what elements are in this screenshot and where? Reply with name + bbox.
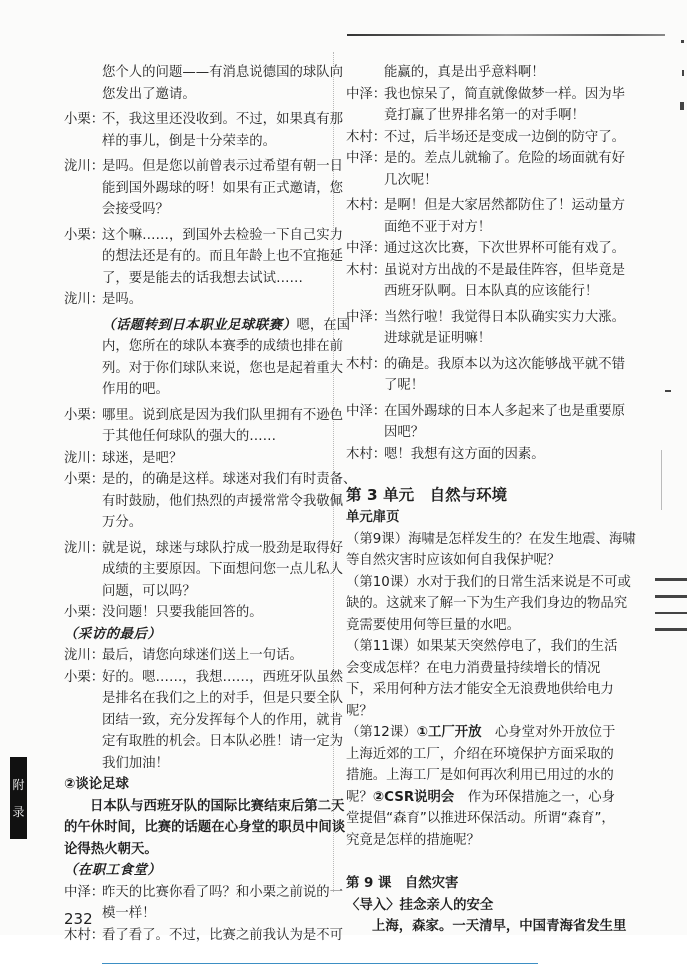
narration-line: 的午休时间，比赛的话题在心身堂的职员中间谈: [64, 820, 346, 835]
dialogue-line: 有时鼓励，他们热烈的声援常常令我敬佩: [102, 493, 344, 509]
dialogue-line: 内，您所在的球队本赛季的成绩也排在前: [102, 339, 344, 354]
bottom-blue-rule: [102, 963, 538, 964]
unit-line: 上海近郊的工厂，介绍在环境保护方面采取的: [346, 746, 614, 762]
dialogue-line: 能赢的，真是出乎意料啊！: [384, 65, 545, 80]
dialogue-line: 木村： 的确是。我原本以为这次能够战平就不错: [346, 354, 608, 376]
speaker-name: 中泽：: [64, 884, 105, 900]
unit-line: 等自然灾害时应该如何自我保护呢？: [346, 553, 561, 568]
dialogue-line: 中泽： 在国外踢球的日本人多起来了也是重要原: [346, 401, 608, 423]
unit-line: 堂提倡“森育”以推进环保活动。所谓“森育”，: [346, 811, 615, 826]
speaker-name: 泷川：: [64, 292, 105, 307]
unit-line: 措施。上海工厂是如何再次利用已用过的水的: [346, 768, 614, 783]
speaker-name: 木村：: [346, 262, 387, 278]
stage-direction: （话题转到日本职业足球联赛）: [102, 317, 297, 333]
dialogue-line: 样的事儿，倒是十分荣幸的。: [102, 133, 277, 149]
unit-line: （第9课）海啸是怎样发生的？在发生地震、海啸: [346, 531, 636, 547]
dialogue-line: 您个人的问题——有消息说德国的球队向: [102, 65, 344, 80]
dialogue-line: 木村： 不过，后半场还是变成一边倒的防守了。: [346, 127, 608, 149]
dialogue-line: 了呢！: [384, 378, 425, 393]
stage-direction: （采访的最后）: [64, 626, 162, 642]
dialogue-line: 中泽： 当然行啦！我觉得日本队确实实力大涨。: [346, 307, 608, 329]
dialogue-line: 成绩的主要原因。下面想问您一点儿私人: [102, 562, 344, 577]
lesson12-line: 呢？ ②CSR说明会 作为环保措施之一，心身: [346, 787, 608, 809]
lesson12-topic-2: ②CSR说明会: [372, 789, 455, 805]
speaker-name: 木村：: [346, 198, 387, 213]
dialogue-line: 中泽： 通过这次比赛，下次世界杯可能有戏了。: [346, 238, 608, 260]
intro-line: 上海，森家。一天清早，中国青海省发生里: [372, 919, 627, 934]
dialogue-line: 因吧？: [384, 425, 425, 440]
speaker-name: 小栗：: [64, 605, 105, 620]
dialogue-line: 泷川： 是吗。: [64, 289, 326, 311]
unit-line: （第11课）如果某天突然停电了，我们的生活: [346, 639, 618, 654]
lesson12-topic-1: ①工厂开放: [416, 725, 482, 740]
unit-line: 竟需要使用何等巨量的水吧。: [346, 617, 521, 633]
dialogue-line: 团结一致，充分发挥每个人的作用，就肯: [102, 712, 344, 728]
speaker-name: 中泽：: [346, 403, 387, 419]
dialogue-line: 是排名在我们之上的对手，但是只要全队: [102, 691, 344, 706]
unit-line: 呢？: [346, 703, 373, 719]
dialogue-line: 小栗： 哪里。说到底是因为我们队里拥有不逊色: [64, 405, 326, 427]
speaker-name: 小栗：: [64, 112, 105, 127]
dialogue-line: 定有取胜的机会。日本队必胜！请一定为: [102, 734, 344, 749]
appendix-side-tab: [10, 757, 27, 839]
speaker-name: 小栗：: [64, 227, 105, 243]
dialogue-line: 列。对于你们球队来说，您也是起着重大: [102, 360, 344, 376]
dialogue-line: 作用的吧。: [102, 382, 169, 397]
dialogue-line: 我们加油！: [102, 755, 169, 771]
dialogue-line: 泷川： 球迷，是吧？: [64, 448, 326, 470]
speaker-name: 中泽：: [346, 151, 387, 166]
dialogue-line: 会接受吗？: [102, 202, 169, 217]
speaker-name: 木村：: [64, 927, 105, 943]
intro-title: 〈导入〉挂念亲人的安全: [346, 897, 494, 913]
dialogue-line: 木村： 看了看了。不过，比赛之前我认为是不可: [64, 925, 326, 947]
dialogue-line: 小栗： 这个嘛……，到国外去检验一下自己实力: [64, 225, 326, 247]
dialogue-line: 能到国外踢球的呀！如果有正式邀请，您: [102, 180, 344, 196]
dialogue-line: 小栗： 好的。嗯……，我想……，西班牙队虽然: [64, 667, 326, 689]
unit-line: 下，采用何种方法才能安全无浪费地供给电力: [346, 682, 614, 697]
narration-line: 日本队与西班牙队的国际比赛结束后第二天: [90, 798, 345, 814]
dialogue-line: 的想法还是有的。而且年龄上也不宜拖延: [102, 249, 344, 264]
unit-line: 会变成怎样？在电力消费量持续增长的情况: [346, 660, 601, 676]
dialogue-line: 小栗： 不，我这里还没收到。不过，如果真有那: [64, 109, 326, 131]
dialogue-line: 了，要是能去的话我想去试试……: [102, 270, 303, 286]
speaker-name: 泷川：: [64, 540, 105, 556]
dialogue-line: 泷川： 是吗。但是您以前曾表示过希望有朝一日: [64, 156, 326, 178]
dialogue-line: 您发出了邀请。: [102, 86, 196, 102]
unit-title: 第 3 单元 自然与环境: [346, 486, 508, 504]
dialogue-line: 于其他任何球队的强大的……: [102, 429, 277, 444]
dialogue-line: （话题转到日本职业足球联赛） 嗯，在国: [64, 315, 326, 337]
narration-line: 论得热火朝天。: [64, 841, 158, 857]
dialogue-line: 小栗： 是的，的确是这样。球迷对我们有时责备、: [64, 469, 326, 491]
dialogue-line: 中泽： 我也惊呆了，简直就像做梦一样。因为毕: [346, 84, 608, 106]
speaker-name: 小栗：: [64, 472, 105, 487]
speaker-name: 木村：: [346, 446, 387, 462]
header-rule: [347, 34, 665, 36]
dialogue-line: 中泽： 昨天的比赛你看了吗？和小栗之前说的一: [64, 882, 326, 904]
side-tab-char-2: 录: [12, 805, 25, 819]
dialogue-line: 几次呢！: [384, 172, 438, 188]
dialogue-line: 面绝不亚于对方！: [384, 219, 492, 235]
dialogue-line: 西班牙队啊。日本队真的应该能行！: [384, 284, 599, 299]
dialogue-line: 中泽： 是的。差点儿就输了。危险的场面就有好: [346, 148, 608, 170]
page-number: 232: [64, 910, 93, 928]
side-tab-char-1: 附: [12, 778, 25, 792]
dialogue-line: 泷川： 就是说，球迷与球队拧成一股劲是取得好: [64, 538, 326, 560]
speaker-name: 中泽：: [346, 241, 387, 256]
right-column: [346, 62, 636, 938]
left-column: [64, 62, 357, 946]
dialogue-line: 木村： 是啊！但是大家居然都防住了！运动量方: [346, 195, 608, 217]
speaker-name: 中泽：: [346, 86, 387, 102]
speaker-name: 中泽：: [346, 309, 387, 325]
lesson-title: 第 9 课 自然灾害: [346, 876, 459, 891]
dialogue-line: 木村： 虽说对方出战的不是最佳阵容，但毕竟是: [346, 260, 608, 282]
speaker-name: 木村：: [346, 129, 387, 145]
dialogue-line: 竟打赢了世界排名第一的对手啊！: [384, 108, 585, 123]
dialogue-line: 小栗： 没问题！只要我能回答的。: [64, 602, 326, 624]
speaker-name: 泷川：: [64, 648, 105, 663]
adjacent-page-edge: [655, 30, 687, 930]
speaker-name: 木村：: [346, 356, 387, 372]
dialogue-line: 进球就是证明嘛！: [384, 331, 492, 346]
stage-direction: （在职工食堂）: [64, 863, 162, 878]
speaker-name: 泷川：: [64, 159, 105, 174]
dialogue-line: 万分。: [102, 515, 143, 530]
unit-line: 究竟是怎样的措施呢？: [346, 832, 480, 848]
unit-line: （第10课）水对于我们的日常生活来说是不可或: [346, 574, 631, 590]
unit-subtitle: 单元扉页: [346, 510, 400, 525]
dialogue-line: 问题，可以吗？: [102, 583, 196, 599]
dialogue-line: 模一样！: [102, 906, 156, 921]
speaker-name: 小栗：: [64, 407, 105, 423]
speaker-name: 小栗：: [64, 669, 105, 685]
speaker-name: 泷川：: [64, 450, 105, 466]
dialogue-line: 木村： 嗯！我想有这方面的因素。: [346, 444, 608, 466]
unit-line: 缺的。这就来了解一下为生产我们身边的物品究: [346, 596, 628, 611]
dialogue-line: 泷川： 最后，请您向球迷们送上一句话。: [64, 645, 326, 667]
section-heading: ②谈论足球: [64, 777, 129, 792]
lesson12-line: （第12课） ①工厂开放 心身堂对外开放位于: [346, 722, 608, 744]
